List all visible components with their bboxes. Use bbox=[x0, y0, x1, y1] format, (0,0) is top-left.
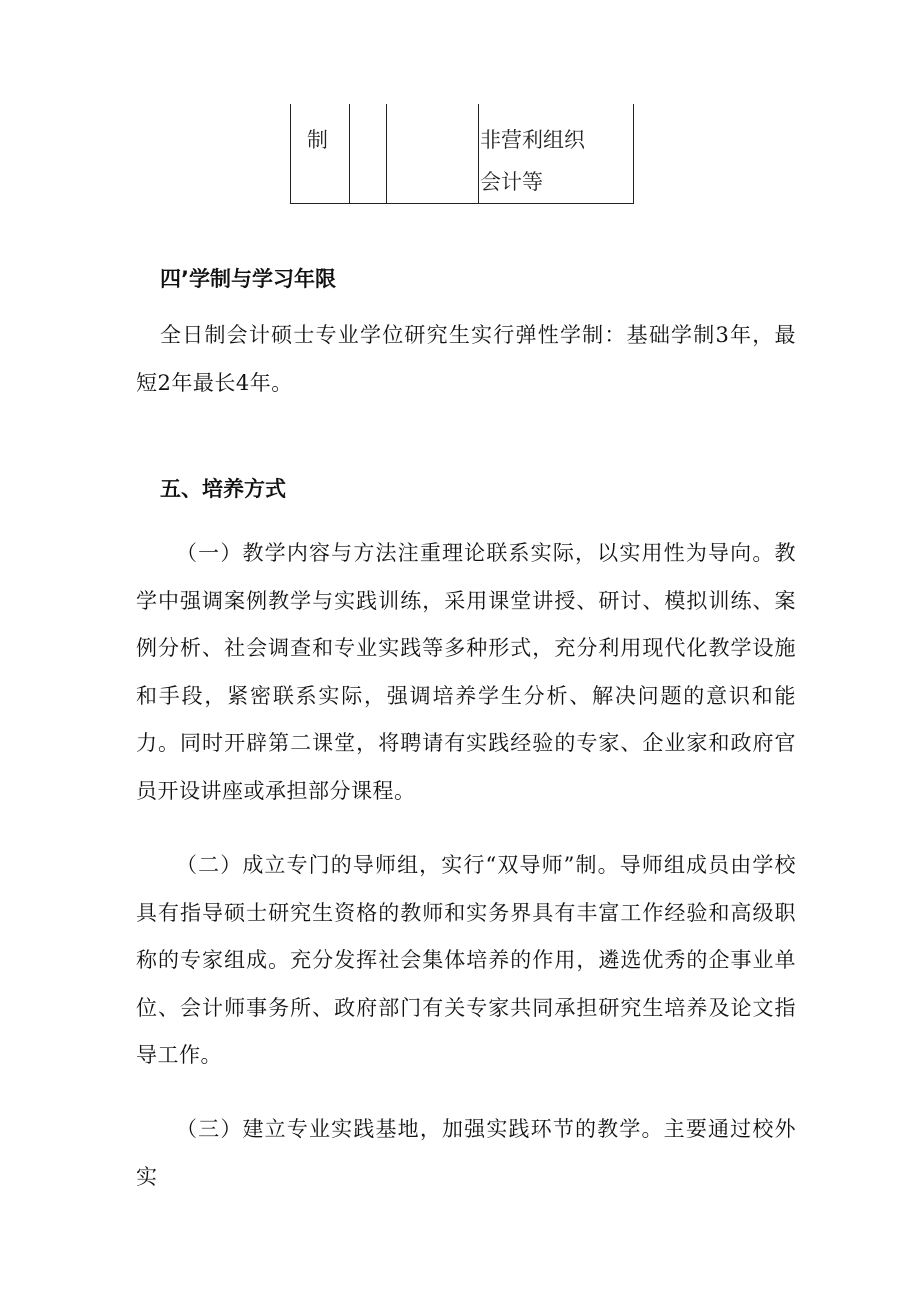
section-5-paragraph-3: （三）建立专业实践基地，加强实践环节的教学。主要通过校外实 bbox=[136, 1117, 796, 1189]
section-4-paragraph: 全日制会计硕士专业学位研究生实行弹性学制：基础学制3年，最短2年最长4年。 bbox=[136, 323, 796, 395]
table-border-bottom bbox=[290, 203, 634, 204]
section-4-heading: 四’学制与学习年限 bbox=[160, 267, 336, 291]
section-5-paragraph-2: （二）成立专门的导师组，实行“双导师”制。导师组成员由学校具有指导硕士研究生资格的教师和实务界具有丰富工作经验和高级职称的专家组成。充分发挥社会集体培养的作用，遴选优秀的企事业单位、会计师事务所、政府部门有关专家共同承担研究生培养及论文指导工作。 bbox=[136, 853, 796, 1067]
table-cell-col1: 制 bbox=[307, 128, 328, 152]
table-border-col2 bbox=[349, 104, 350, 204]
section-5-heading: 五、培养方式 bbox=[160, 477, 286, 501]
table-border-col4 bbox=[478, 104, 479, 204]
table-cell-col4-line2: 会计等 bbox=[480, 170, 543, 194]
table-fragment bbox=[290, 104, 634, 204]
table-cell-col4-line1: 非营利组织 bbox=[480, 128, 585, 152]
table-border-right bbox=[633, 104, 634, 204]
section-5-paragraph-1: （一）教学内容与方法注重理论联系实际，以实用性为导向。教学中强调案例教学与实践训练，采用课堂讲授、研讨、模拟训练、案例分析、社会调查和专业实践等多种形式，充分利用现代化教学设施和手段，紧密联系实际，强调培养学生分析、解决问题的意识和能力。同时开辟第二课堂，将聘请有实践经验的专家、企业家和政府官员开设讲座或承担部分课程。 bbox=[136, 541, 796, 803]
table-border-left bbox=[290, 104, 291, 204]
table-border-col3 bbox=[386, 104, 387, 204]
